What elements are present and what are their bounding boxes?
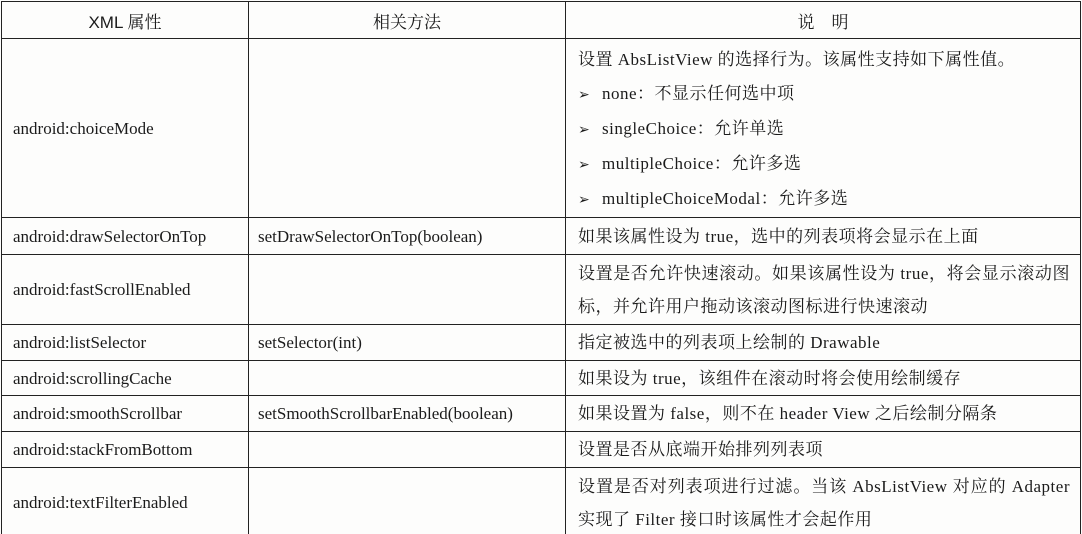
method-cell [249,361,566,396]
description-cell: 如果设为 true，该组件在滚动时将会使用绘制缓存 [566,361,1081,396]
arrow-bullet-icon [578,113,602,147]
attribute-table [1,1,1081,534]
description-cell: 设置是否对列表项进行过滤。当该 AbsListView 对应的 Adapter 实现了 Filter 接口时该属性才会起作用 [566,468,1081,534]
table-row [2,39,1081,218]
method-cell: setDrawSelectorOnTop(boolean) [249,218,566,255]
table-row [2,468,1081,534]
attribute-cell: android:stackFromBottom [2,432,249,468]
option-item [578,77,1070,112]
method-cell [249,432,566,468]
arrow-bullet-icon [578,183,602,217]
method-cell [249,255,566,325]
attribute-cell: android:smoothScrollbar [2,396,249,432]
header-description: 说 明 [566,2,1081,39]
description-cell: 如果设置为 false，则不在 header View 之后绘制分隔条 [566,396,1081,432]
method-cell [249,468,566,534]
header-attribute: XML 属性 [2,2,249,39]
option-text: multipleChoiceModal：允许多选 [602,189,849,208]
description-text: 设置 AbsListView 的选择行为。该属性支持如下属性值。 [578,50,1016,69]
description-cell: 如果该属性设为 true，选中的列表项将会显示在上面 [566,218,1081,255]
attribute-cell: android:textFilterEnabled [2,468,249,534]
header-method: 相关方法 [249,2,566,39]
table-row [2,218,1081,255]
attribute-cell: android:scrollingCache [2,361,249,396]
attribute-cell: android:choiceMode [2,39,249,218]
arrow-bullet-icon [578,148,602,182]
method-cell: setSmoothScrollbarEnabled(boolean) [249,396,566,432]
description-cell: 设置是否允许快速滚动。如果该属性设为 true，将会显示滚动图标，并允许用户拖动该滚动图标进行快速滚动 [566,255,1081,325]
description-cell [566,39,1081,218]
method-cell [249,39,566,218]
option-item [578,182,1070,217]
option-text: multipleChoice：允许多选 [602,154,802,173]
arrow-bullet-icon [578,78,602,112]
attribute-cell: android:drawSelectorOnTop [2,218,249,255]
method-cell: setSelector(int) [249,325,566,361]
table-row [2,396,1081,432]
table-header-row [2,2,1081,39]
attribute-cell: android:listSelector [2,325,249,361]
option-text: none：不显示任何选中项 [602,84,795,103]
description-cell: 指定被选中的列表项上绘制的 Drawable [566,325,1081,361]
description-cell: 设置是否从底端开始排列列表项 [566,432,1081,468]
table-row [2,325,1081,361]
table-row [2,255,1081,325]
option-item [578,147,1070,182]
table-row [2,361,1081,396]
attribute-cell: android:fastScrollEnabled [2,255,249,325]
table-row [2,432,1081,468]
option-item [578,112,1070,147]
option-text: singleChoice：允许单选 [602,119,785,138]
